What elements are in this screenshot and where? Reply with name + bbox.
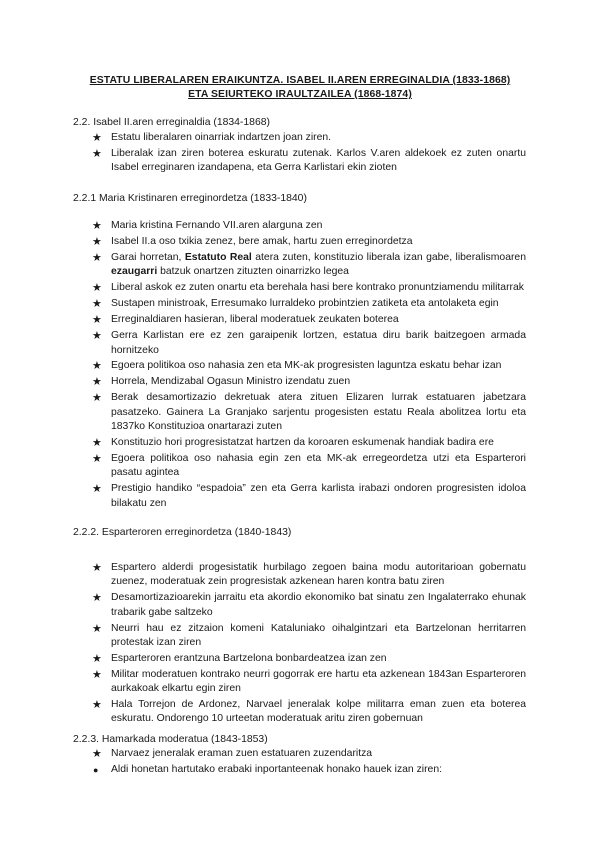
star-bullet-icon: ★ <box>92 652 102 665</box>
star-bullet-icon: ★ <box>92 330 102 343</box>
list-item: ★ Narvaez jeneralak eraman zuen estatuaren zuzendaritza <box>92 748 373 760</box>
star-bullet-icon: ★ <box>92 251 102 264</box>
star-bullet-icon: ★ <box>92 699 102 712</box>
star-bullet-icon: ★ <box>92 483 102 496</box>
list-item: ★ Sustapen ministroak, Erresumako lurraldeko probintzien zatiketa eta antolaketa egin <box>92 298 499 311</box>
list-item: ● Aldi honetan hartutako erabaki inportanteenak honako hauek izan ziren: <box>93 763 442 775</box>
list-item: ★ Konstituzio hori progresistatzat hartzen da koroaren eskumenak handiak badira ere <box>92 437 494 450</box>
list-item: ★ Egoera politikoa oso nahasia egin zen eta MK-ak erregeordetza utzi eta Esparterori pasatu agintea <box>92 453 526 479</box>
list-item: ★ Horrela, Mendizabal Ogasun Ministro izendatu zuen <box>92 376 351 389</box>
list-item: ★ Militar moderatuen kontrako neurri gogorrak ere hartu eta azkenean 1843an Esparteroren aurkakoak elkartu egin ziren <box>92 668 526 695</box>
list-item: ★ Estatu liberalaren oinarriak indartzen joan ziren. <box>92 132 332 144</box>
star-bullet-icon: ★ <box>92 220 102 232</box>
section-heading-2-2-3: 2.2.3. Hamarkada moderatua (1843-1853) <box>73 734 268 745</box>
list-item: ★ Isabel II.a oso txikia zenez, bere amak, hartu zuen erreginordetza <box>92 235 413 248</box>
section-heading-2-2-2: 2.2.2. Esparteroren erreginordetza (1840-1843) <box>73 527 292 538</box>
star-bullet-icon: ★ <box>92 437 102 450</box>
list-item: ★ Erreginaldiaren hasieran, liberal moderatuek zeukaten boterea <box>92 314 399 327</box>
list-item: ★ Esparteroren erantzuna Bartzelona bonbardeatzea izan zen <box>92 652 387 665</box>
star-bullet-icon: ★ <box>92 622 102 635</box>
star-bullet-icon: ★ <box>92 132 102 144</box>
section-2-2-list <box>92 131 526 177</box>
list-item: ★ Prestigio handiko “espadoia” zen eta Gerra karlista irabazi ondoren progresisten idoloa bilakatu zen <box>92 483 526 509</box>
list-item: ★ Gerra Karlistan ere ez zen garaipenik lortzen, estatua diru barik baitzegoen armada hornitzeko <box>92 330 526 356</box>
list-item: ★ Liberalak izan ziren boterea eskuratu zutenak. Karlos V.aren aldekoek ez zuten onartu Isabel erreginaren izandapena, eta Gerra Karlistari ekin zioten <box>92 147 526 174</box>
star-bullet-icon: ★ <box>92 360 102 373</box>
list-item: ★ Maria kristina Fernando VII.aren alarguna zen <box>92 220 323 232</box>
star-bullet-icon: ★ <box>92 392 102 405</box>
list-item: ★ Egoera politikoa oso nahasia zen eta MK-ak progresisten laguntza eskatu behar izan <box>92 360 502 373</box>
list-item: ★ Neurri hau ez zitzaion komeni Kataluniako oihalgintzari eta Bartzelonan herritarren protestak izan ziren <box>92 622 526 648</box>
list-item: ★ Berak desamortizazio dekretuak atera zituen Elizaren lurrak estatuaren jabetzara pasatzeko. Gainera La Granjako sarjentu progesisten estatu Reala abolitzea lortu eta 1837ko Konstituzioa onartarazi zuten <box>92 392 526 433</box>
star-bullet-icon: ★ <box>92 376 102 389</box>
star-bullet-icon: ★ <box>92 282 102 295</box>
star-bullet-icon: ★ <box>92 314 102 327</box>
dot-bullet-icon: ● <box>93 764 99 775</box>
list-item: ★ Liberal askok ez zuten onartu eta berehala hasi bere kontrako pronuntziamendu militarrak <box>92 282 524 295</box>
star-bullet-icon: ★ <box>92 147 102 160</box>
list-item: ★ Desamortizazioarekin jarraitu eta akordio ekonomiko bat sinatu zen Ingalaterrako ehunak trabarik gabe saltzeko <box>92 592 526 618</box>
section-heading-2-2: 2.2. Isabel II.aren erreginaldia (1834-1868) <box>73 117 270 128</box>
title-line-1: ESTATU LIBERALAREN ERAIKUNTZA. ISABEL II.AREN ERREGINALDIA (1833-1868) <box>89 75 511 86</box>
list-item: ★ Espartero alderdi progesistatik hurbilago zegoen baina modu autoritarioan gobernatu zuenez, moderatuak zein progresistak azkenean haren kontra batu ziren <box>92 562 526 588</box>
title-line-2: ETA SEIURTEKO IRAULTZAILEA (1868-1874) <box>188 89 412 100</box>
star-bullet-icon: ★ <box>92 562 102 574</box>
document-title <box>60 74 540 102</box>
list-item: ★ Garai horretan, Estatuto Real atera zuten, konstituzio liberala izan gabe, liberalismoaren ezaugarri batzuk onartzen zituzten oinarrizko legea <box>92 251 526 278</box>
star-bullet-icon: ★ <box>92 298 102 311</box>
estatuto-real-term: Estatuto Real <box>184 251 252 263</box>
list-item: ★ Hala Torrejon de Ardonez, Narvael jeneralak kolpe militarra eman zuen eta boterea eskuratu. Ondorengo 10 urteetan moderatuak aritu ziren gobernuan <box>92 699 526 725</box>
ezaugarri-term: ezaugarri <box>111 266 158 278</box>
section-2-2-1-list <box>92 219 526 513</box>
star-bullet-icon: ★ <box>92 453 102 466</box>
star-bullet-icon: ★ <box>92 592 102 605</box>
section-heading-2-2-1: 2.2.1 Maria Kristinaren erreginordetza (1833-1840) <box>73 193 307 204</box>
star-bullet-icon: ★ <box>92 668 102 681</box>
section-2-2-2-list <box>92 561 526 728</box>
star-bullet-icon: ★ <box>92 235 102 248</box>
star-bullet-icon: ★ <box>92 748 102 760</box>
section-2-2-3-list <box>92 747 526 779</box>
